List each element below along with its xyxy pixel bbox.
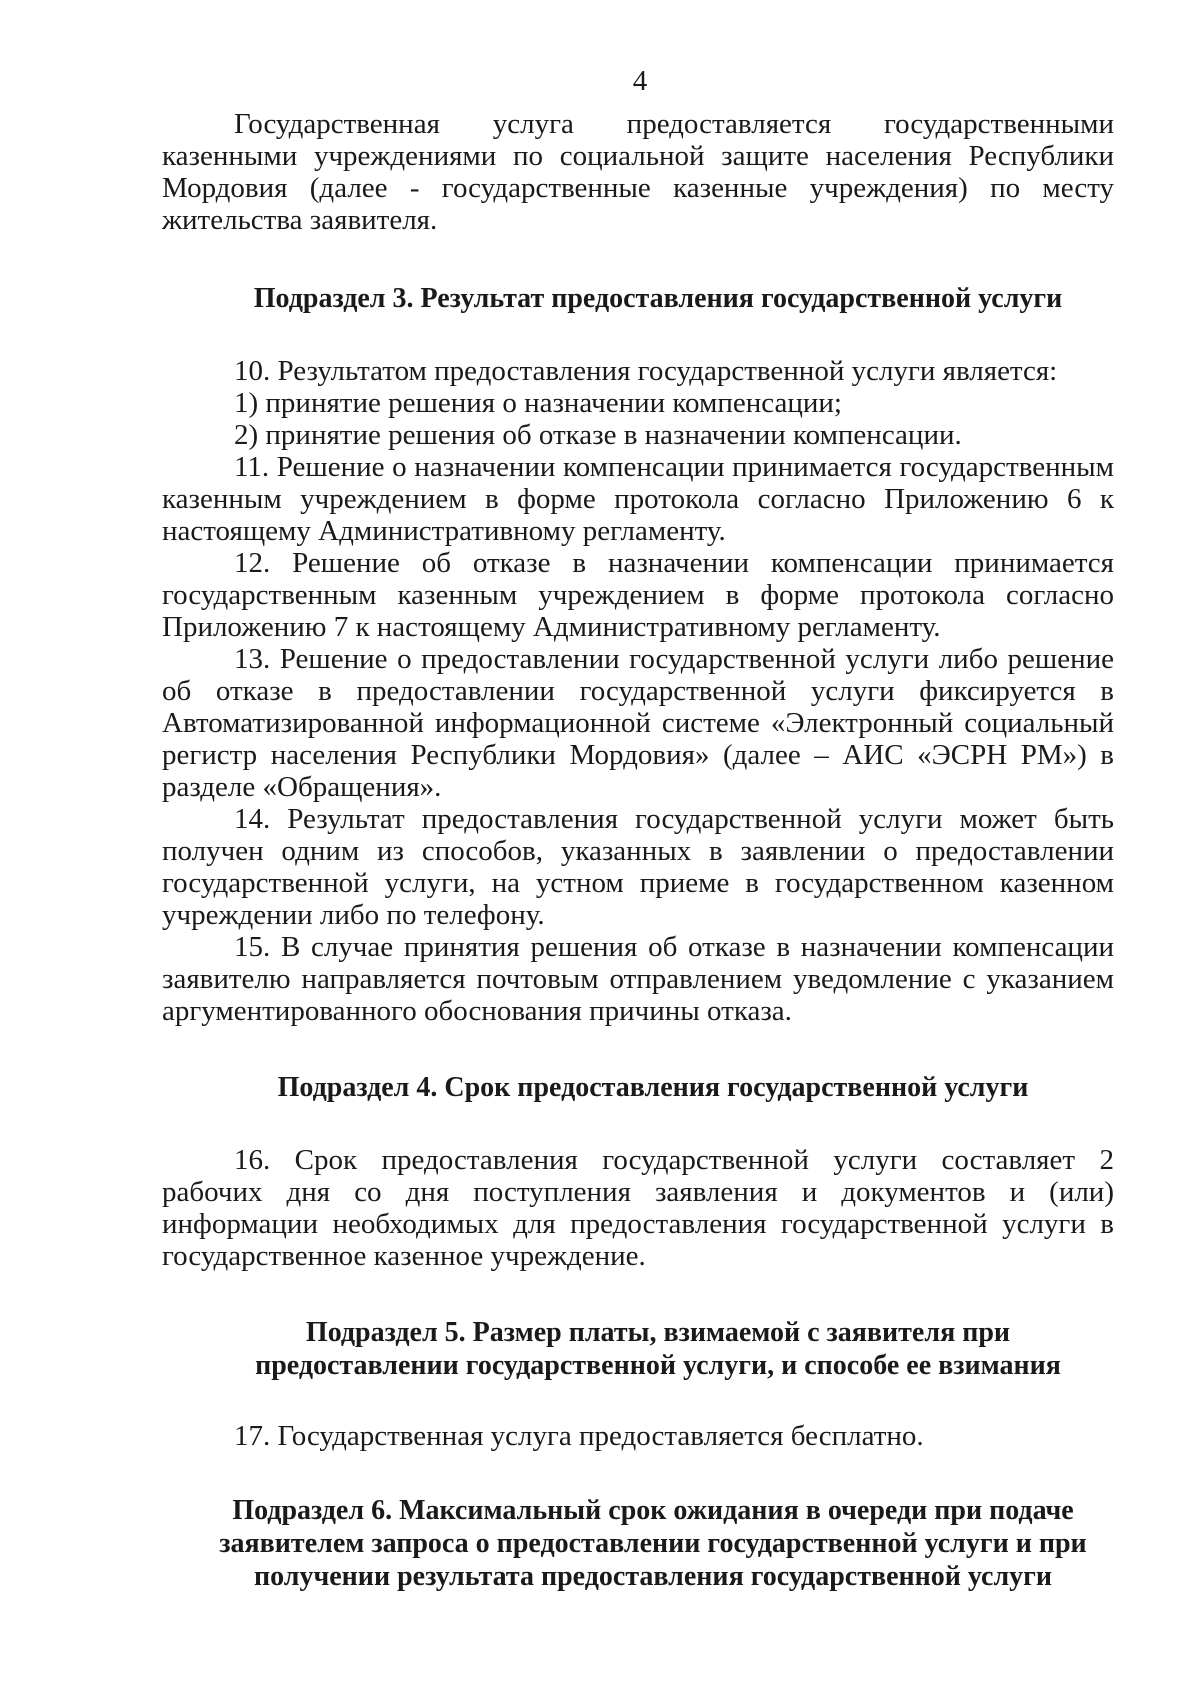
paragraph-14: 14. Результат предоставления государственной услуги может быть получен одним из способов, указанных в заявлении о предоставлении государственной услуги, на устном приеме в государственном казенном учреждении либо по телефону. [162, 803, 1114, 931]
section-6-heading-line-2: заявителем запроса о предоставлении государственной услуги и при [219, 1528, 1087, 1559]
paragraph-10-item-1: 1) принятие решения о назначении компенсации; [234, 387, 842, 419]
paragraph-12: 12. Решение об отказе в назначении компенсации принимается государственным казенным учреждением в форме протокола согласно Приложению 7 к настоящему Административному регламенту. [162, 547, 1114, 643]
section-5-heading-line-1: Подраздел 5. Размер платы, взимаемой с заявителя при [305, 1317, 1011, 1348]
section-6-heading [162, 1494, 1114, 1593]
section-3-heading: Подраздел 3. Результат предоставления государственной услуги [253, 283, 1063, 314]
page-number: 4 [632, 65, 648, 97]
document-body [162, 108, 1114, 1593]
section-4-heading: Подраздел 4. Срок предоставления государственной услуги [277, 1072, 1029, 1103]
paragraph-11: 11. Решение о назначении компенсации принимается государственным казенным учреждением в форме протокола согласно Приложению 6 к настоящему Административному регламенту. [162, 451, 1114, 547]
paragraph-16: 16. Срок предоставления государственной услуги составляет 2 рабочих дня со дня поступления заявления и документов и (или) информации необходимых для предоставления государственной услуги в государственное казенное учреждение. [162, 1144, 1114, 1272]
section-5-heading-line-2: предоставлении государственной услуги, и способе ее взимания [255, 1350, 1061, 1381]
section-6-heading-line-1: Подраздел 6. Максимальный срок ожидания в очереди при подаче [232, 1495, 1074, 1526]
intro-paragraph: Государственная услуга предоставляется государственными казенными учреждениями по социальной защите населения Республики Мордовия (далее - государственные казенные учреждения) по месту жительства заявителя. [162, 108, 1114, 236]
section-5-heading [162, 1316, 1114, 1382]
paragraph-15: 15. В случае принятия решения об отказе в назначении компенсации заявителю направляется почтовым отправлением уведомление с указанием аргументированного обоснования причины отказа. [162, 931, 1114, 1027]
paragraph-10-item-2: 2) принятие решения об отказе в назначении компенсации. [234, 419, 962, 451]
paragraph-10: 10. Результатом предоставления государственной услуги является: [234, 355, 1058, 387]
paragraph-13: 13. Решение о предоставлении государственной услуги либо решение об отказе в предоставлении государственной услуги фиксируется в Автоматизированной информационной системе «Электронный социальный регистр населения Республики Мордовия» (далее – АИС «ЭСРН РМ») в разделе «Обращения». [162, 643, 1114, 803]
paragraph-17: 17. Государственная услуга предоставляется бесплатно. [234, 1420, 924, 1452]
section-6-heading-line-3: получении результата предоставления государственной услуги [253, 1561, 1053, 1592]
